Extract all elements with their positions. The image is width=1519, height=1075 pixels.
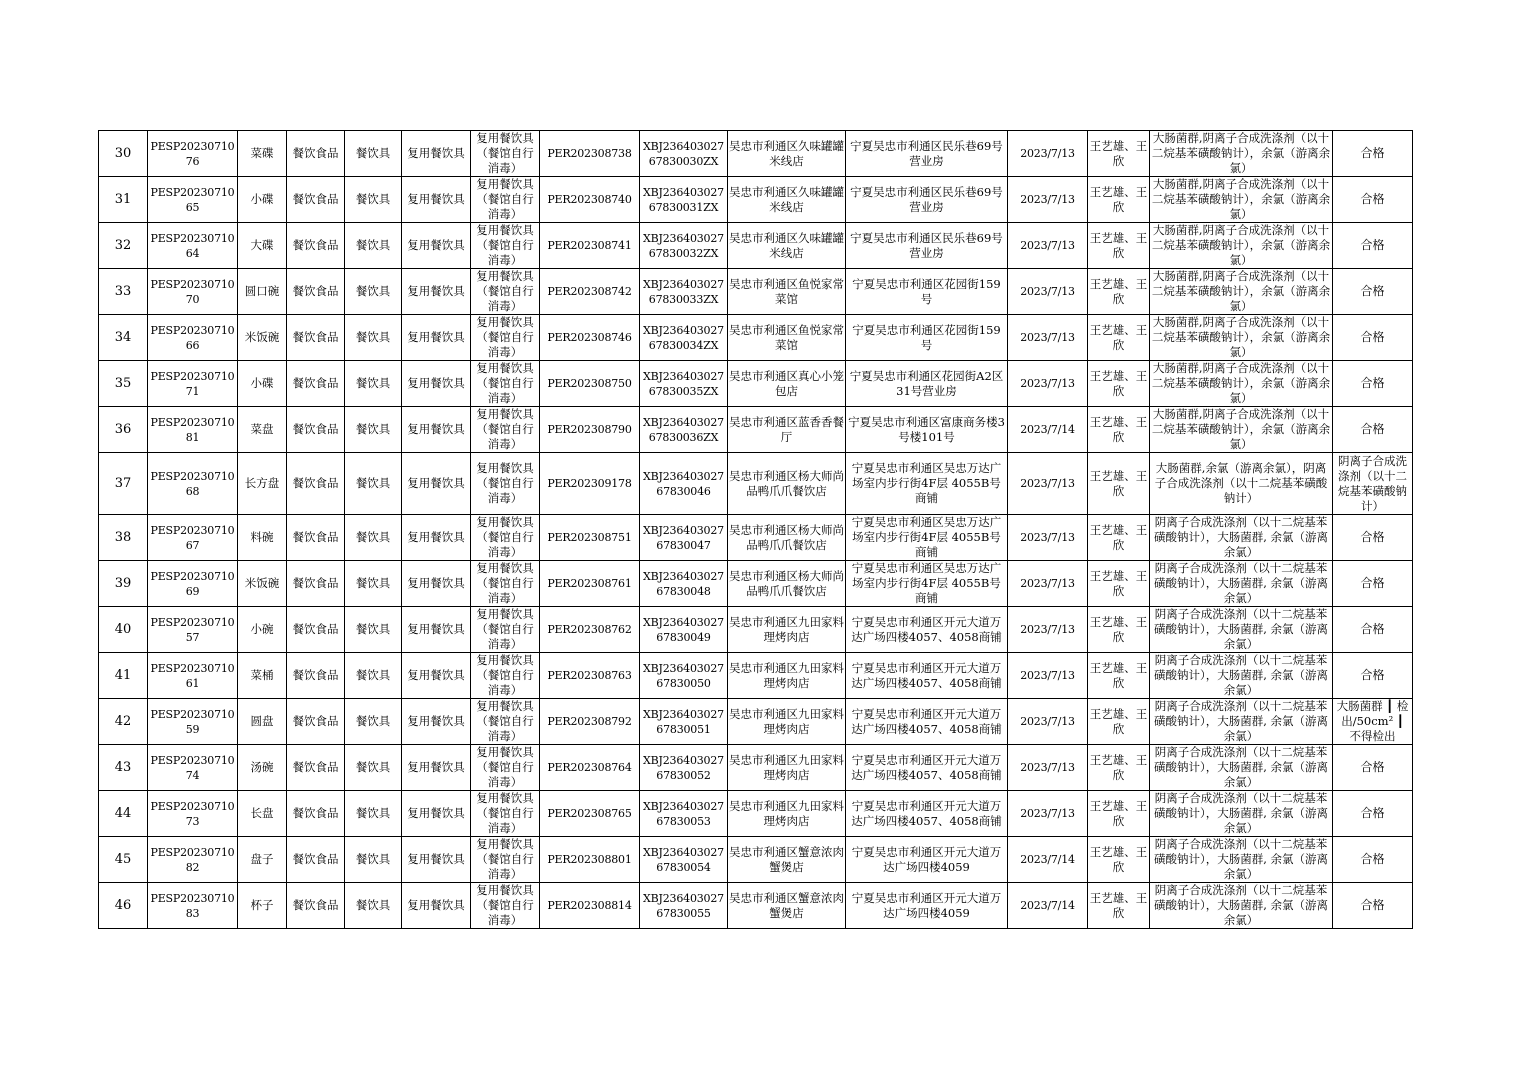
test-items-cell: 大肠菌群,阴离子合成洗涤剂（以十二烷基苯磺酸钠计），余氯（游离余氯）	[1150, 361, 1333, 407]
category-cell: 餐饮食品	[287, 223, 345, 269]
category-cell: 餐饮食品	[287, 177, 345, 223]
sampler-names-cell: 王艺雄、王欣	[1088, 177, 1150, 223]
test-items-cell: 阴离子合成洗涤剂（以十二烷基苯磺酸钠计），大肠菌群, 余氯（游离余氯）	[1150, 607, 1333, 653]
unit-address-cell: 宁夏吴忠市利通区民乐巷69号营业房	[846, 131, 1008, 177]
test-items-cell: 大肠菌群,阴离子合成洗涤剂（以十二烷基苯磺酸钠计），余氯（游离余氯）	[1150, 407, 1333, 453]
row-number-cell: 39	[99, 561, 148, 607]
sampling-date-cell: 2023/7/13	[1008, 745, 1088, 791]
category-cell: 餐饮食品	[287, 653, 345, 699]
test-items-cell: 大肠菌群,阴离子合成洗涤剂（以十二烷基苯磺酸钠计），余氯（游离余氯）	[1150, 269, 1333, 315]
sampling-number-cell: XBJ236403027 67830049	[640, 607, 728, 653]
sampling-date-cell: 2023/7/13	[1008, 131, 1088, 177]
sampling-number-cell: XBJ236403027 67830055	[640, 883, 728, 929]
sampled-unit-cell: 吴忠市利通区久味罐罐米线店	[728, 131, 846, 177]
sample-code-cell: PESP20230710 83	[148, 883, 238, 929]
sample-name-cell: 杯子	[238, 883, 287, 929]
category-cell: 餐饮食品	[287, 745, 345, 791]
unit-address-cell: 宁夏吴忠市利通区花园街159号	[846, 269, 1008, 315]
row-number-cell: 30	[99, 131, 148, 177]
sampled-unit-cell: 吴忠市利通区九田家料理烤肉店	[728, 745, 846, 791]
sampled-unit-cell: 吴忠市利通区九田家料理烤肉店	[728, 653, 846, 699]
sampled-unit-cell: 吴忠市利通区蟹意浓肉蟹煲店	[728, 837, 846, 883]
test-items-cell: 阴离子合成洗涤剂（以十二烷基苯磺酸钠计），大肠菌群, 余氯（游离余氯）	[1150, 883, 1333, 929]
report-number-cell: PER202308764	[540, 745, 640, 791]
sampled-unit-cell: 吴忠市利通区蓝香香餐厅	[728, 407, 846, 453]
category-cell: 餐饮食品	[287, 315, 345, 361]
result-cell: 合格	[1333, 269, 1413, 315]
table-row	[99, 515, 1413, 561]
unit-address-cell: 宁夏吴忠市利通区开元大道万达广场四楼4059	[846, 883, 1008, 929]
sample-name-cell: 小碗	[238, 607, 287, 653]
sampling-number-cell: XBJ236403027 67830036ZX	[640, 407, 728, 453]
row-number-cell: 35	[99, 361, 148, 407]
result-cell: 阴离子合成洗涤剂（以十二烷基苯磺酸钠计）	[1333, 453, 1413, 515]
sampler-names-cell: 王艺雄、王欣	[1088, 837, 1150, 883]
type-cell: 复用餐饮具	[402, 837, 471, 883]
sampling-number-cell: XBJ236403027 67830046	[640, 453, 728, 515]
subtype-cell: 复用餐饮具（餐馆自行消毒）	[471, 131, 540, 177]
result-cell: 合格	[1333, 607, 1413, 653]
table-row	[99, 653, 1413, 699]
test-items-cell: 阴离子合成洗涤剂（以十二烷基苯磺酸钠计），大肠菌群, 余氯（游离余氯）	[1150, 653, 1333, 699]
sampling-number-cell: XBJ236403027 67830031ZX	[640, 177, 728, 223]
type-cell: 复用餐饮具	[402, 361, 471, 407]
sampling-date-cell: 2023/7/13	[1008, 361, 1088, 407]
report-number-cell: PER202308742	[540, 269, 640, 315]
sample-name-cell: 大碟	[238, 223, 287, 269]
sample-name-cell: 盘子	[238, 837, 287, 883]
row-number-cell: 43	[99, 745, 148, 791]
unit-address-cell: 宁夏吴忠市利通区民乐巷69号营业房	[846, 223, 1008, 269]
subtype-cell: 复用餐饮具（餐馆自行消毒）	[471, 653, 540, 699]
row-number-cell: 42	[99, 699, 148, 745]
sampled-unit-cell: 吴忠市利通区九田家料理烤肉店	[728, 607, 846, 653]
type-cell: 复用餐饮具	[402, 315, 471, 361]
sample-code-cell: PESP20230710 61	[148, 653, 238, 699]
sampling-number-cell: XBJ236403027 67830034ZX	[640, 315, 728, 361]
sampler-names-cell: 王艺雄、王欣	[1088, 699, 1150, 745]
sampler-names-cell: 王艺雄、王欣	[1088, 407, 1150, 453]
type-cell: 复用餐饮具	[402, 561, 471, 607]
category-cell: 餐饮食品	[287, 453, 345, 515]
result-cell: 合格	[1333, 177, 1413, 223]
sample-name-cell: 汤碗	[238, 745, 287, 791]
sampling-date-cell: 2023/7/13	[1008, 607, 1088, 653]
subtype-cell: 复用餐饮具（餐馆自行消毒）	[471, 607, 540, 653]
subcategory-cell: 餐饮具	[345, 745, 402, 791]
sampler-names-cell: 王艺雄、王欣	[1088, 653, 1150, 699]
result-cell: 合格	[1333, 515, 1413, 561]
sampling-date-cell: 2023/7/13	[1008, 223, 1088, 269]
row-number-cell: 32	[99, 223, 148, 269]
subtype-cell: 复用餐饮具（餐馆自行消毒）	[471, 561, 540, 607]
subtype-cell: 复用餐饮具（餐馆自行消毒）	[471, 269, 540, 315]
unit-address-cell: 宁夏吴忠市利通区开元大道万达广场四楼4057、4058商铺	[846, 791, 1008, 837]
sample-name-cell: 长方盘	[238, 453, 287, 515]
sample-code-cell: PESP20230710 71	[148, 361, 238, 407]
result-cell: 合格	[1333, 791, 1413, 837]
category-cell: 餐饮食品	[287, 561, 345, 607]
report-number-cell: PER202308792	[540, 699, 640, 745]
subcategory-cell: 餐饮具	[345, 699, 402, 745]
sample-code-cell: PESP20230710 66	[148, 315, 238, 361]
sample-name-cell: 料碗	[238, 515, 287, 561]
report-number-cell: PER202308746	[540, 315, 640, 361]
subtype-cell: 复用餐饮具（餐馆自行消毒）	[471, 745, 540, 791]
row-number-cell: 45	[99, 837, 148, 883]
table-row	[99, 177, 1413, 223]
subtype-cell: 复用餐饮具（餐馆自行消毒）	[471, 515, 540, 561]
sampling-date-cell: 2023/7/13	[1008, 515, 1088, 561]
result-cell: 合格	[1333, 561, 1413, 607]
type-cell: 复用餐饮具	[402, 883, 471, 929]
sampler-names-cell: 王艺雄、王欣	[1088, 223, 1150, 269]
table-row	[99, 407, 1413, 453]
row-number-cell: 46	[99, 883, 148, 929]
sampler-names-cell: 王艺雄、王欣	[1088, 361, 1150, 407]
subtype-cell: 复用餐饮具（餐馆自行消毒）	[471, 837, 540, 883]
report-number-cell: PER202308750	[540, 361, 640, 407]
sampled-unit-cell: 吴忠市利通区鱼悦家常菜馆	[728, 269, 846, 315]
test-items-cell: 阴离子合成洗涤剂（以十二烷基苯磺酸钠计），大肠菌群, 余氯（游离余氯）	[1150, 699, 1333, 745]
table-row	[99, 607, 1413, 653]
subtype-cell: 复用餐饮具（餐馆自行消毒）	[471, 791, 540, 837]
table-row	[99, 453, 1413, 515]
table-row	[99, 837, 1413, 883]
test-items-cell: 阴离子合成洗涤剂（以十二烷基苯磺酸钠计），大肠菌群, 余氯（游离余氯）	[1150, 745, 1333, 791]
category-cell: 餐饮食品	[287, 131, 345, 177]
result-cell: 合格	[1333, 223, 1413, 269]
table-row	[99, 315, 1413, 361]
table-row	[99, 791, 1413, 837]
subcategory-cell: 餐饮具	[345, 223, 402, 269]
table-row	[99, 745, 1413, 791]
sample-name-cell: 菜桶	[238, 653, 287, 699]
result-cell: 合格	[1333, 653, 1413, 699]
inspection-results-table	[98, 130, 1413, 929]
table-row	[99, 223, 1413, 269]
report-number-cell: PER202308751	[540, 515, 640, 561]
subcategory-cell: 餐饮具	[345, 269, 402, 315]
subcategory-cell: 餐饮具	[345, 791, 402, 837]
result-cell: 合格	[1333, 837, 1413, 883]
sampling-date-cell: 2023/7/13	[1008, 453, 1088, 515]
sampled-unit-cell: 吴忠市利通区真心小笼包店	[728, 361, 846, 407]
subcategory-cell: 餐饮具	[345, 407, 402, 453]
row-number-cell: 33	[99, 269, 148, 315]
report-number-cell: PER202308763	[540, 653, 640, 699]
unit-address-cell: 宁夏吴忠市利通区花园街159号	[846, 315, 1008, 361]
sampling-date-cell: 2023/7/13	[1008, 653, 1088, 699]
sample-name-cell: 菜盘	[238, 407, 287, 453]
sampler-names-cell: 王艺雄、王欣	[1088, 269, 1150, 315]
test-items-cell: 阴离子合成洗涤剂（以十二烷基苯磺酸钠计），大肠菌群, 余氯（游离余氯）	[1150, 791, 1333, 837]
type-cell: 复用餐饮具	[402, 177, 471, 223]
report-number-cell: PER202308762	[540, 607, 640, 653]
test-items-cell: 阴离子合成洗涤剂（以十二烷基苯磺酸钠计），大肠菌群, 余氯（游离余氯）	[1150, 561, 1333, 607]
sampled-unit-cell: 吴忠市利通区杨大师尚品鸭爪爪餐饮店	[728, 515, 846, 561]
type-cell: 复用餐饮具	[402, 131, 471, 177]
unit-address-cell: 宁夏吴忠市利通区吴忠万达广场室内步行街4F层 4055B号商铺	[846, 515, 1008, 561]
unit-address-cell: 宁夏吴忠市利通区开元大道万达广场四楼4057、4058商铺	[846, 745, 1008, 791]
subcategory-cell: 餐饮具	[345, 883, 402, 929]
row-number-cell: 40	[99, 607, 148, 653]
row-number-cell: 44	[99, 791, 148, 837]
sampling-number-cell: XBJ236403027 67830048	[640, 561, 728, 607]
table-body	[99, 131, 1413, 929]
sample-code-cell: PESP20230710 81	[148, 407, 238, 453]
result-cell: 合格	[1333, 407, 1413, 453]
sample-code-cell: PESP20230710 57	[148, 607, 238, 653]
row-number-cell: 38	[99, 515, 148, 561]
subcategory-cell: 餐饮具	[345, 561, 402, 607]
sampling-date-cell: 2023/7/13	[1008, 269, 1088, 315]
type-cell: 复用餐饮具	[402, 607, 471, 653]
category-cell: 餐饮食品	[287, 361, 345, 407]
sampler-names-cell: 王艺雄、王欣	[1088, 607, 1150, 653]
type-cell: 复用餐饮具	[402, 699, 471, 745]
subcategory-cell: 餐饮具	[345, 837, 402, 883]
type-cell: 复用餐饮具	[402, 653, 471, 699]
subtype-cell: 复用餐饮具（餐馆自行消毒）	[471, 699, 540, 745]
unit-address-cell: 宁夏吴忠市利通区吴忠万达广场室内步行街4F层 4055B号商铺	[846, 453, 1008, 515]
test-items-cell: 大肠菌群,阴离子合成洗涤剂（以十二烷基苯磺酸钠计），余氯（游离余氯）	[1150, 131, 1333, 177]
unit-address-cell: 宁夏吴忠市利通区民乐巷69号营业房	[846, 177, 1008, 223]
report-number-cell: PER202309178	[540, 453, 640, 515]
unit-address-cell: 宁夏吴忠市利通区开元大道万达广场四楼4057、4058商铺	[846, 607, 1008, 653]
sampling-number-cell: XBJ236403027 67830032ZX	[640, 223, 728, 269]
subcategory-cell: 餐饮具	[345, 177, 402, 223]
sample-code-cell: PESP20230710 76	[148, 131, 238, 177]
row-number-cell: 31	[99, 177, 148, 223]
category-cell: 餐饮食品	[287, 791, 345, 837]
sampled-unit-cell: 吴忠市利通区鱼悦家常菜馆	[728, 315, 846, 361]
sampler-names-cell: 王艺雄、王欣	[1088, 561, 1150, 607]
type-cell: 复用餐饮具	[402, 515, 471, 561]
sampled-unit-cell: 吴忠市利通区久味罐罐米线店	[728, 223, 846, 269]
sampling-date-cell: 2023/7/14	[1008, 407, 1088, 453]
sampler-names-cell: 王艺雄、王欣	[1088, 453, 1150, 515]
sampling-date-cell: 2023/7/13	[1008, 561, 1088, 607]
unit-address-cell: 宁夏吴忠市利通区富康商务楼3号楼101号	[846, 407, 1008, 453]
subcategory-cell: 餐饮具	[345, 361, 402, 407]
sampler-names-cell: 王艺雄、王欣	[1088, 315, 1150, 361]
sample-name-cell: 圆盘	[238, 699, 287, 745]
report-number-cell: PER202308738	[540, 131, 640, 177]
unit-address-cell: 宁夏吴忠市利通区开元大道万达广场四楼4057、4058商铺	[846, 699, 1008, 745]
row-number-cell: 36	[99, 407, 148, 453]
sampling-number-cell: XBJ236403027 67830053	[640, 791, 728, 837]
sampling-number-cell: XBJ236403027 67830051	[640, 699, 728, 745]
row-number-cell: 37	[99, 453, 148, 515]
sample-name-cell: 圆口碗	[238, 269, 287, 315]
unit-address-cell: 宁夏吴忠市利通区开元大道万达广场四楼4059	[846, 837, 1008, 883]
result-cell: 合格	[1333, 883, 1413, 929]
report-number-cell: PER202308801	[540, 837, 640, 883]
report-number-cell: PER202308741	[540, 223, 640, 269]
subtype-cell: 复用餐饮具（餐馆自行消毒）	[471, 453, 540, 515]
result-cell: 合格	[1333, 745, 1413, 791]
sampled-unit-cell: 吴忠市利通区九田家料理烤肉店	[728, 699, 846, 745]
sampling-date-cell: 2023/7/13	[1008, 699, 1088, 745]
sample-code-cell: PESP20230710 70	[148, 269, 238, 315]
subcategory-cell: 餐饮具	[345, 653, 402, 699]
category-cell: 餐饮食品	[287, 883, 345, 929]
sample-code-cell: PESP20230710 74	[148, 745, 238, 791]
report-number-cell: PER202308790	[540, 407, 640, 453]
sampled-unit-cell: 吴忠市利通区蟹意浓肉蟹煲店	[728, 883, 846, 929]
result-cell: 合格	[1333, 361, 1413, 407]
sample-name-cell: 小碟	[238, 177, 287, 223]
report-number-cell: PER202308814	[540, 883, 640, 929]
result-cell: 大肠菌群 ┃ 检出/50cm² ┃ 不得检出	[1333, 699, 1413, 745]
report-number-cell: PER202308740	[540, 177, 640, 223]
sampling-date-cell: 2023/7/13	[1008, 177, 1088, 223]
sampling-number-cell: XBJ236403027 67830033ZX	[640, 269, 728, 315]
type-cell: 复用餐饮具	[402, 745, 471, 791]
sample-name-cell: 菜碟	[238, 131, 287, 177]
sampling-number-cell: XBJ236403027 67830052	[640, 745, 728, 791]
sample-name-cell: 米饭碗	[238, 315, 287, 361]
test-items-cell: 阴离子合成洗涤剂（以十二烷基苯磺酸钠计），大肠菌群, 余氯（游离余氯）	[1150, 837, 1333, 883]
sample-code-cell: PESP20230710 65	[148, 177, 238, 223]
sampler-names-cell: 王艺雄、王欣	[1088, 515, 1150, 561]
test-items-cell: 大肠菌群,阴离子合成洗涤剂（以十二烷基苯磺酸钠计），余氯（游离余氯）	[1150, 177, 1333, 223]
sample-code-cell: PESP20230710 59	[148, 699, 238, 745]
category-cell: 餐饮食品	[287, 407, 345, 453]
result-cell: 合格	[1333, 131, 1413, 177]
sampler-names-cell: 王艺雄、王欣	[1088, 745, 1150, 791]
type-cell: 复用餐饮具	[402, 791, 471, 837]
sampled-unit-cell: 吴忠市利通区久味罐罐米线店	[728, 177, 846, 223]
subcategory-cell: 餐饮具	[345, 131, 402, 177]
subtype-cell: 复用餐饮具（餐馆自行消毒）	[471, 407, 540, 453]
sample-code-cell: PESP20230710 67	[148, 515, 238, 561]
type-cell: 复用餐饮具	[402, 223, 471, 269]
category-cell: 餐饮食品	[287, 607, 345, 653]
sample-code-cell: PESP20230710 64	[148, 223, 238, 269]
type-cell: 复用餐饮具	[402, 453, 471, 515]
sample-code-cell: PESP20230710 68	[148, 453, 238, 515]
category-cell: 餐饮食品	[287, 699, 345, 745]
sample-code-cell: PESP20230710 69	[148, 561, 238, 607]
subtype-cell: 复用餐饮具（餐馆自行消毒）	[471, 223, 540, 269]
subtype-cell: 复用餐饮具（餐馆自行消毒）	[471, 883, 540, 929]
test-items-cell: 大肠菌群,余氯（游离余氯），阴离子合成洗涤剂（以十二烷基苯磺酸钠计）	[1150, 453, 1333, 515]
category-cell: 餐饮食品	[287, 515, 345, 561]
sampling-date-cell: 2023/7/14	[1008, 883, 1088, 929]
table-row	[99, 883, 1413, 929]
subtype-cell: 复用餐饮具（餐馆自行消毒）	[471, 361, 540, 407]
sample-name-cell: 小碟	[238, 361, 287, 407]
unit-address-cell: 宁夏吴忠市利通区吴忠万达广场室内步行街4F层 4055B号商铺	[846, 561, 1008, 607]
sampling-number-cell: XBJ236403027 67830030ZX	[640, 131, 728, 177]
sample-code-cell: PESP20230710 73	[148, 791, 238, 837]
table-row	[99, 269, 1413, 315]
sampling-date-cell: 2023/7/13	[1008, 791, 1088, 837]
sampling-number-cell: XBJ236403027 67830047	[640, 515, 728, 561]
type-cell: 复用餐饮具	[402, 269, 471, 315]
test-items-cell: 大肠菌群,阴离子合成洗涤剂（以十二烷基苯磺酸钠计），余氯（游离余氯）	[1150, 315, 1333, 361]
sample-name-cell: 米饭碗	[238, 561, 287, 607]
category-cell: 餐饮食品	[287, 269, 345, 315]
sample-name-cell: 长盘	[238, 791, 287, 837]
sampler-names-cell: 王艺雄、王欣	[1088, 791, 1150, 837]
category-cell: 餐饮食品	[287, 837, 345, 883]
report-number-cell: PER202308761	[540, 561, 640, 607]
sampler-names-cell: 王艺雄、王欣	[1088, 131, 1150, 177]
subcategory-cell: 餐饮具	[345, 607, 402, 653]
table-row	[99, 561, 1413, 607]
sampling-date-cell: 2023/7/14	[1008, 837, 1088, 883]
sampled-unit-cell: 吴忠市利通区九田家料理烤肉店	[728, 791, 846, 837]
table-row	[99, 699, 1413, 745]
sampling-number-cell: XBJ236403027 67830054	[640, 837, 728, 883]
sample-code-cell: PESP20230710 82	[148, 837, 238, 883]
sampling-date-cell: 2023/7/13	[1008, 315, 1088, 361]
table-row	[99, 361, 1413, 407]
type-cell: 复用餐饮具	[402, 407, 471, 453]
row-number-cell: 34	[99, 315, 148, 361]
subcategory-cell: 餐饮具	[345, 453, 402, 515]
table-row	[99, 131, 1413, 177]
sampled-unit-cell: 吴忠市利通区杨大师尚品鸭爪爪餐饮店	[728, 561, 846, 607]
subcategory-cell: 餐饮具	[345, 315, 402, 361]
subtype-cell: 复用餐饮具（餐馆自行消毒）	[471, 315, 540, 361]
sampling-number-cell: XBJ236403027 67830050	[640, 653, 728, 699]
sampling-number-cell: XBJ236403027 67830035ZX	[640, 361, 728, 407]
result-cell: 合格	[1333, 315, 1413, 361]
test-items-cell: 大肠菌群,阴离子合成洗涤剂（以十二烷基苯磺酸钠计），余氯（游离余氯）	[1150, 223, 1333, 269]
subtype-cell: 复用餐饮具（餐馆自行消毒）	[471, 177, 540, 223]
subcategory-cell: 餐饮具	[345, 515, 402, 561]
unit-address-cell: 宁夏吴忠市利通区开元大道万达广场四楼4057、4058商铺	[846, 653, 1008, 699]
unit-address-cell: 宁夏吴忠市利通区花园街A2区31号营业房	[846, 361, 1008, 407]
row-number-cell: 41	[99, 653, 148, 699]
report-number-cell: PER202308765	[540, 791, 640, 837]
sampled-unit-cell: 吴忠市利通区杨大师尚品鸭爪爪餐饮店	[728, 453, 846, 515]
test-items-cell: 阴离子合成洗涤剂（以十二烷基苯磺酸钠计），大肠菌群, 余氯（游离余氯）	[1150, 515, 1333, 561]
sampler-names-cell: 王艺雄、王欣	[1088, 883, 1150, 929]
